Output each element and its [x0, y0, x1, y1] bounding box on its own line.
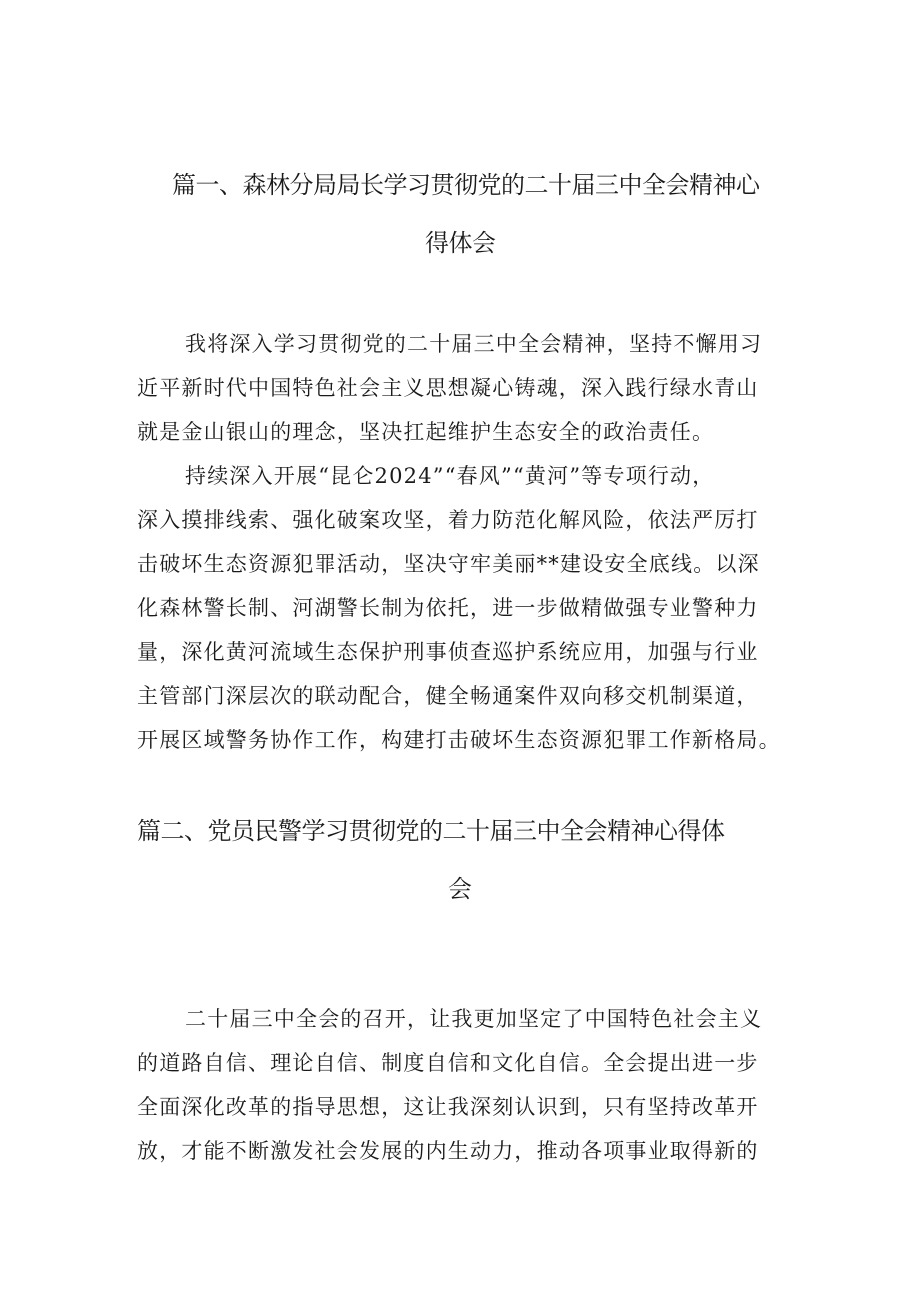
text-line: 化森林警长制、河湖警长制为依托，进一步做精做强专业警种力	[137, 596, 759, 620]
section2-paragraph-1	[137, 997, 797, 1173]
text-line: 开展区域警务协作工作，构建打击破坏生态资源犯罪工作新格局。	[137, 728, 781, 752]
section1-title	[172, 156, 772, 272]
text-line: 量，深化黄河流域生态保护刑事侦查巡护系统应用，加强与行业	[137, 640, 759, 664]
text-line: 击破坏生态资源犯罪活动，坚决守牢美丽**建设安全底线。以深	[137, 552, 760, 576]
section1-title-line2: 得体会	[425, 229, 496, 257]
section2-title	[137, 802, 737, 918]
section1-paragraph-1	[137, 322, 797, 454]
text-line: 全面深化改革的指导思想，这让我深刻认识到，只有坚持改革开	[137, 1095, 759, 1119]
text-line: 就是金山银山的理念，坚决扛起维护生态安全的政治责任。	[137, 420, 715, 444]
text-line: 放，才能不断激发社会发展的内生动力，推动各项事业取得新的	[137, 1139, 759, 1163]
text-line: 主管部门深层次的联动配合，健全畅通案件双向移交机制渠道，	[137, 684, 759, 708]
text-line: 我将深入学习贯彻党的二十届三中全会精神，坚持不懈用习	[185, 332, 763, 356]
section1-paragraph-2	[137, 454, 797, 762]
text-line: 深入摸排线索、强化破案攻坚，着力防范化解风险，依法严厉打	[137, 508, 759, 532]
section1-title-line1: 篇一、森林分局局长学习贯彻党的二十届三中全会精神心	[172, 171, 760, 199]
text-line: 的道路自信、理论自信、制度自信和文化自信。全会提出进一步	[137, 1051, 759, 1075]
text-line: 二十届三中全会的召开，让我更加坚定了中国特色社会主义	[185, 1007, 763, 1031]
text-line: 近平新时代中国特色社会主义思想凝心铸魂，深入践行绿水青山	[137, 376, 759, 400]
text-line: 持续深入开展“昆仑2024”“春风”“黄河”等专项行动，	[185, 464, 715, 488]
section2-title-line1: 篇二、党员民警学习贯彻党的二十届三中全会精神心得体	[137, 817, 725, 845]
section2-title-line2: 会	[448, 875, 472, 903]
